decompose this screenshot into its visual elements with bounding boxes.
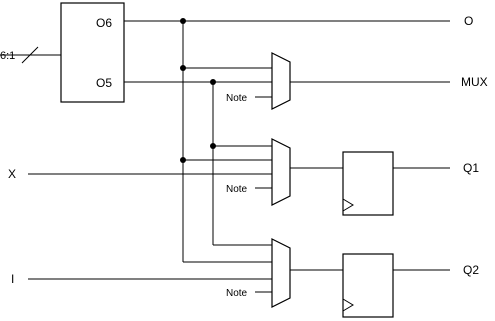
mux-1: [272, 53, 290, 109]
mux-2: [272, 139, 290, 205]
output-q1-label: Q1: [463, 161, 480, 175]
mux2-note-label: Note: [226, 184, 248, 195]
lut-output-o5-label: O5: [96, 76, 113, 90]
junction-dot: [180, 18, 186, 24]
output-o-label: O: [464, 14, 474, 28]
lut-output-o6-label: O6: [96, 16, 113, 30]
output-q2-label: Q2: [463, 263, 480, 277]
junction-dot: [210, 79, 216, 85]
mux-3: [272, 239, 290, 307]
lut-block: [61, 3, 124, 102]
i-input-label: I: [11, 272, 15, 286]
junction-dot: [180, 157, 186, 163]
x-input-label: X: [8, 167, 17, 181]
mux3-note-label: Note: [226, 288, 248, 299]
output-mux-label: MUX: [461, 75, 488, 89]
lut-input-label: 6:1: [0, 50, 16, 62]
flip-flop-2: [343, 254, 393, 317]
mux1-note-label: Note: [226, 93, 248, 104]
flip-flop-1: [343, 152, 393, 215]
junction-dot: [180, 65, 186, 71]
junction-dot: [210, 143, 216, 149]
